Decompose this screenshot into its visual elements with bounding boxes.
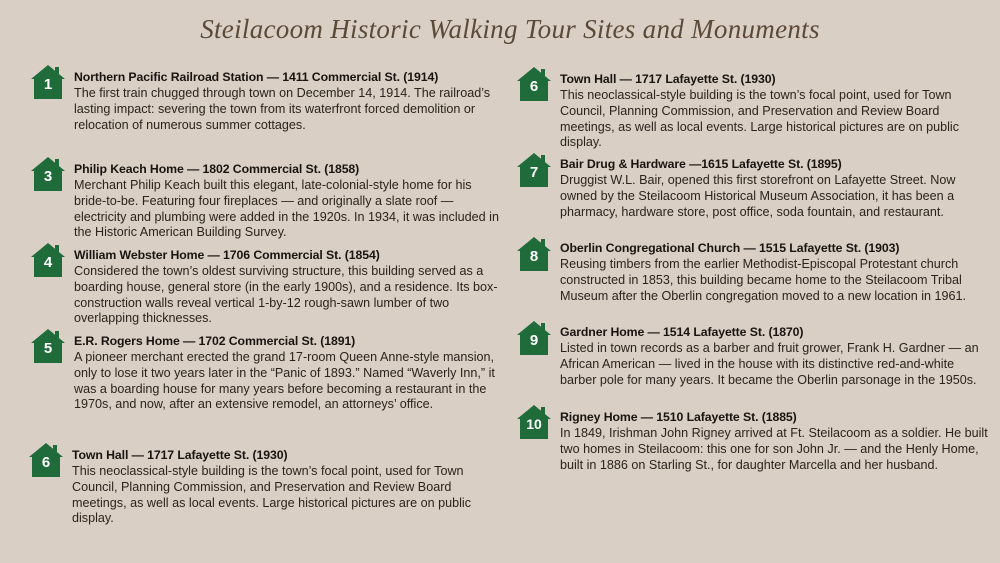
house-icon	[28, 442, 64, 478]
site-description: A pioneer merchant erected the grand 17-room Queen Anne-style mansion, only to lose it two years later in the “Panic of 1893.” Named “Waverly Inn,” it was a boarding house for many years before becoming a restaurant in the 1970s, and now, after an extensive remodel, an attorneys’ office.	[74, 350, 495, 412]
site-number: 6	[529, 78, 539, 95]
site-title: Bair Drug & Hardware —1615 Lafayette St. (1895)	[560, 157, 842, 171]
house-icon	[516, 152, 552, 188]
site-number: 10	[526, 416, 542, 432]
site-number: 1	[43, 76, 53, 93]
house-icon	[30, 242, 66, 278]
house-icon	[30, 328, 66, 364]
site-number: 5	[43, 340, 53, 357]
site-number: 7	[529, 164, 539, 181]
site-description: This neoclassical-style building is the town’s focal point, used for Town Council, Planning Commission, and Preservation and Review Board meetings, as well as local events. Large historical pictures are on public display.	[560, 88, 960, 150]
site-description: In 1849, Irishman John Rigney arrived at Ft. Steilacoom as a soldier. He built two homes in Steilacoom: this one for son John Jr. — and the Henly Home, built in 1886 on Starling St., for daughter Marcella and her husband.	[560, 426, 988, 472]
site-title: William Webster Home — 1706 Commercial St. (1854)	[74, 248, 380, 262]
site-title: Philip Keach Home — 1802 Commercial St. (1858)	[74, 162, 360, 176]
site-description: Listed in town records as a barber and fruit grower, Frank H. Gardner — an African American — lived in the house with its distinctive red-and-white barber pole for many years. It became the Oberlin parsonage in the 1950s.	[560, 341, 979, 387]
site-description: Merchant Philip Keach built this elegant, late-colonial-style home for his bride-to-be. Featuring four fireplaces — and originally a slate roof — electricity and plumbing were added in the 1920s. In 1934, it was included in the Historic American Building Survey.	[74, 178, 499, 240]
house-icon	[30, 64, 66, 100]
site-number: 8	[529, 248, 539, 265]
site-title: Town Hall — 1717 Lafayette St. (1930)	[72, 448, 288, 462]
house-icon	[30, 156, 66, 192]
site-number: 3	[43, 168, 53, 185]
site-number: 9	[529, 332, 539, 349]
site-title: Rigney Home — 1510 Lafayette St. (1885)	[560, 410, 797, 424]
house-icon	[516, 66, 552, 102]
site-description: Reusing timbers from the earlier Methodist-Episcopal Protestant church constructed in 1853, this building became home to the Steilacoom Tribal Museum after the Oberlin congregation moved to a new location in 1961.	[560, 257, 967, 303]
site-title: E.R. Rogers Home — 1702 Commercial St. (1891)	[74, 334, 356, 348]
site-title: Oberlin Congregational Church — 1515 Lafayette St. (1903)	[560, 241, 900, 255]
site-number: 4	[43, 254, 53, 271]
site-number: 6	[41, 454, 51, 471]
site-title: Gardner Home — 1514 Lafayette St. (1870)	[560, 325, 804, 339]
site-title: Northern Pacific Railroad Station — 1411 Commercial St. (1914)	[74, 70, 439, 84]
site-description: Druggist W.L. Bair, opened this first storefront on Lafayette Street. Now owned by the Steilacoom Historical Museum Association, it has been a pharmacy, hardware store, post office, soda fountain, and restaurant.	[560, 173, 956, 219]
house-icon	[516, 404, 552, 440]
site-description: The first train chugged through town on December 14, 1914. The railroad’s lasting impact: severing the town from its waterfront forced demolition or relocation of numerous summer cottages.	[74, 86, 491, 132]
site-description: This neoclassical-style building is the town’s focal point, used for Town Council, Planning Commission, and Preservation and Review Board meetings, as well as local events. Large historical pictures are on public display.	[72, 464, 472, 526]
house-icon	[516, 320, 552, 356]
site-description: Considered the town’s oldest surviving structure, this building served as a boarding house, general store (in the early 1900s), and a residence. Its box-construction walls reveal vertical 1-by-12 rough-sawn lumber of two overlapping thicknesses.	[74, 264, 498, 326]
site-title: Town Hall — 1717 Lafayette St. (1930)	[560, 72, 776, 86]
page-title: Steilacoom Historic Walking Tour Sites and Monuments	[200, 14, 820, 44]
house-icon	[516, 236, 552, 272]
